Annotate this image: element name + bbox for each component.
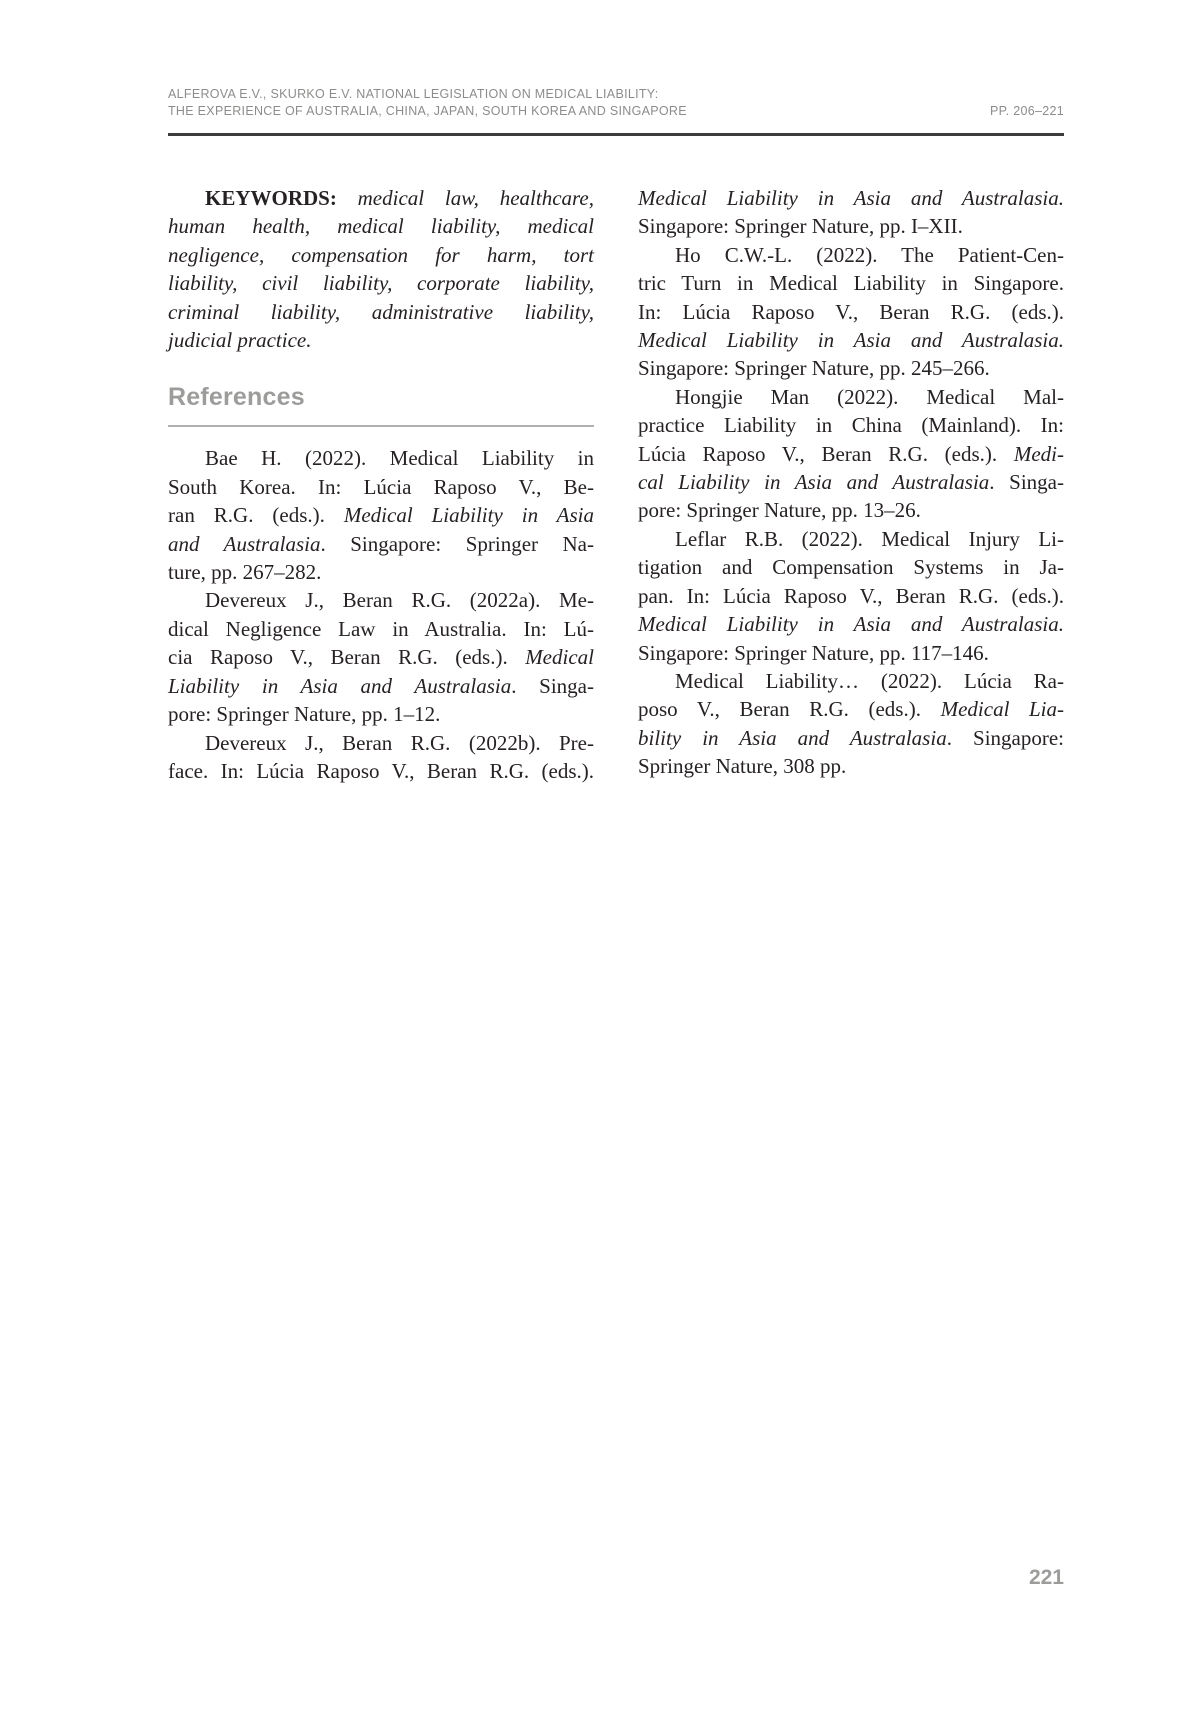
plain-text: . Singapore: xyxy=(946,725,1065,750)
text-line xyxy=(638,468,1064,496)
text-line xyxy=(638,639,1064,667)
text-columns xyxy=(168,184,1064,785)
references-left xyxy=(168,444,594,785)
plain-text: Hongjie Man (2022). Medical Mal- xyxy=(675,384,1064,409)
plain-text: pore: Springer Nature, pp. 13–26. xyxy=(638,498,921,523)
plain-text: pore: Springer Nature, pp. 1–12. xyxy=(168,702,441,727)
plain-text: Ho C.W.-L. (2022). The Patient-Cen- xyxy=(675,242,1064,267)
plain-text: . Singapore: Springer Na- xyxy=(320,531,594,556)
text-line xyxy=(638,241,1064,269)
plain-text: tric Turn in Medical Liability in Singapore. xyxy=(638,271,1064,296)
italic-text: negligence, compensation for harm, tort xyxy=(168,242,594,267)
reference-entry-devereux-2022b-part2 xyxy=(638,184,1064,241)
text-line xyxy=(168,444,594,472)
running-title-line1: ALFEROVA E.V., SKURKO E.V. NATIONAL LEGISLATION ON MEDICAL LIABILITY: xyxy=(168,87,659,101)
italic-text: criminal liability, administrative liability, xyxy=(168,299,594,324)
plain-text: . Singa- xyxy=(989,470,1064,495)
text-line xyxy=(638,724,1064,752)
text-line xyxy=(168,269,594,297)
italic-text: judicial practice. xyxy=(168,328,312,353)
italic-text: Medi- xyxy=(1013,441,1064,466)
text-line xyxy=(168,558,594,586)
plain-text: dical Negligence Law in Australia. In: Lú- xyxy=(168,616,594,641)
references-heading: References xyxy=(168,383,305,412)
plain-text: In: Lúcia Raposo V., Beran R.G. (eds.). xyxy=(638,299,1064,324)
running-header xyxy=(168,86,1064,120)
text-line xyxy=(168,643,594,671)
text-line xyxy=(168,298,594,326)
plain-text: Singapore: Springer Nature, pp. I–XII. xyxy=(638,214,963,239)
text-line xyxy=(638,212,1064,240)
plain-text: South Korea. In: Lúcia Raposo V., Be- xyxy=(168,474,594,499)
plain-text: Bae H. (2022). Medical Liability in xyxy=(205,446,594,471)
reference-entry-leflar-2022 xyxy=(638,525,1064,667)
text-line xyxy=(638,525,1064,553)
running-title-line2: THE EXPERIENCE OF AUSTRALIA, CHINA, JAPAN, SOUTH KOREA AND SINGAPORE xyxy=(168,104,687,118)
text-line xyxy=(168,700,594,728)
plain-text: Devereux J., Beran R.G. (2022b). Pre- xyxy=(205,730,594,755)
reference-entry-bae-2022 xyxy=(168,444,594,586)
text-line xyxy=(638,610,1064,638)
text-line xyxy=(168,473,594,501)
plain-text: Singapore: Springer Nature, pp. 117–146. xyxy=(638,640,989,665)
reference-entry-medical-liability-2022 xyxy=(638,667,1064,781)
text-line xyxy=(168,729,594,757)
plain-text: Springer Nature, 308 pp. xyxy=(638,754,847,779)
text-line xyxy=(638,298,1064,326)
plain-text: ture, pp. 267–282. xyxy=(168,560,322,585)
text-line xyxy=(638,553,1064,581)
reference-entry-devereux-2022a xyxy=(168,586,594,728)
italic-text: Medical Lia- xyxy=(940,697,1065,722)
text-line xyxy=(168,586,594,614)
text-line xyxy=(168,326,594,354)
italic-text: human health, medical liability, medical xyxy=(168,214,594,239)
text-line xyxy=(168,530,594,558)
italic-text: Medical Liability in Asia and Australasia. xyxy=(638,328,1064,353)
right-column xyxy=(638,184,1064,785)
italic-text: liability, civil liability, corporate liability, xyxy=(168,271,594,296)
text-line xyxy=(638,383,1064,411)
plain-text: pan. In: Lúcia Raposo V., Beran R.G. (eds.). xyxy=(638,583,1064,608)
plain-text: . Singa- xyxy=(511,673,594,698)
plain-text: face. In: Lúcia Raposo V., Beran R.G. (eds.). xyxy=(168,758,594,783)
plain-text: Lúcia Raposo V., Beran R.G. (eds.). xyxy=(638,441,1014,466)
reference-entry-devereux-2022b-part1 xyxy=(168,729,594,786)
running-title xyxy=(168,86,687,120)
text-line xyxy=(168,672,594,700)
plain-text: Medical Liability… (2022). Lúcia Ra- xyxy=(675,668,1064,693)
plain-text: Leflar R.B. (2022). Medical Injury Li- xyxy=(675,526,1064,551)
text-line xyxy=(168,212,594,240)
plain-text: Singapore: Springer Nature, pp. 245–266. xyxy=(638,356,990,381)
plain-text: Devereux J., Beran R.G. (2022a). Me- xyxy=(205,588,594,613)
text-line xyxy=(638,411,1064,439)
text-line xyxy=(638,752,1064,780)
italic-text: Medical Liability in Asia xyxy=(343,503,595,528)
text-line xyxy=(638,354,1064,382)
text-line xyxy=(638,496,1064,524)
keywords-paragraph xyxy=(168,184,594,354)
italic-text: Liability in Asia and Australasia xyxy=(168,673,512,698)
text-line xyxy=(638,326,1064,354)
reference-entry-ho-2022 xyxy=(638,241,1064,383)
plain-text: tigation and Compensation Systems in Ja- xyxy=(638,555,1064,580)
italic-text: medical law, healthcare, xyxy=(357,186,594,210)
plain-text: cia Raposo V., Beran R.G. (eds.). xyxy=(168,645,526,670)
text-line xyxy=(168,615,594,643)
italic-text: and Australasia xyxy=(168,531,321,556)
italic-text: Medical xyxy=(525,645,594,670)
italic-text: Medical Liability in Asia and Australasia. xyxy=(638,612,1064,637)
text-line xyxy=(638,184,1064,212)
italic-text: Medical Liability in Asia and Australasia. xyxy=(638,186,1064,210)
text-line xyxy=(168,184,594,212)
text-line xyxy=(638,695,1064,723)
text-line xyxy=(638,269,1064,297)
text-line xyxy=(168,757,594,785)
page-range: PP. 206–221 xyxy=(990,104,1064,118)
plain-text: ran R.G. (eds.). xyxy=(168,503,344,528)
references-right xyxy=(638,184,1064,781)
reference-entry-hongjie-man-2022 xyxy=(638,383,1064,525)
references-heading-rule xyxy=(168,425,594,427)
left-column xyxy=(168,184,594,785)
bold-text: KEYWORDS: xyxy=(205,186,358,210)
page-number: 221 xyxy=(1028,1566,1064,1589)
text-line xyxy=(168,501,594,529)
italic-text: cal Liability in Asia and Australasia xyxy=(638,470,990,495)
header-rule xyxy=(168,133,1064,136)
text-line xyxy=(168,241,594,269)
text-line xyxy=(638,667,1064,695)
italic-text: bility in Asia and Australasia xyxy=(638,725,947,750)
plain-text: poso V., Beran R.G. (eds.). xyxy=(638,697,941,722)
text-line xyxy=(638,440,1064,468)
text-line xyxy=(638,582,1064,610)
plain-text: practice Liability in China (Mainland). In: xyxy=(638,413,1064,438)
